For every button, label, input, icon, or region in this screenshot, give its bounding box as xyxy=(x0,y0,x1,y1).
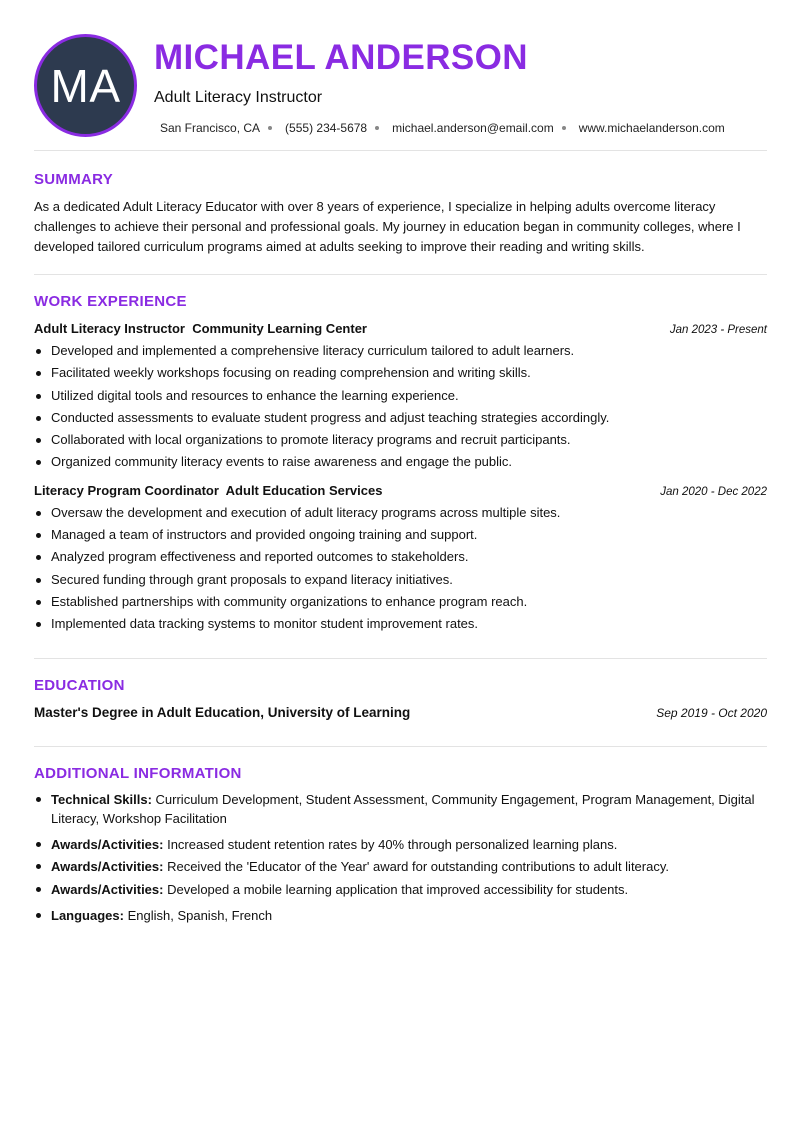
job-role: Literacy Program Coordinator Adult Education Services xyxy=(34,482,383,498)
info-text: Increased student retention rates by 40% through personalized learning plans. xyxy=(163,836,618,852)
list-item: Utilized digital tools and resources to enhance the learning experience. xyxy=(34,385,767,407)
list-item: Organized community literacy events to raise awareness and engage the public. xyxy=(34,451,767,473)
info-text: English, Spanish, French xyxy=(123,907,273,923)
resume-header xyxy=(34,34,767,150)
info-label: Languages: xyxy=(51,907,124,923)
additional-list xyxy=(34,790,767,925)
section-title-summary: SUMMARY xyxy=(34,171,114,188)
info-label: Awards/Activities: xyxy=(51,836,164,852)
experience-section xyxy=(34,275,767,658)
job-dates: Jan 2023 - Present xyxy=(669,324,767,336)
avatar-initials: MA xyxy=(50,59,121,112)
job-role: Adult Literacy Instructor Community Learning Center xyxy=(34,321,367,336)
education-section xyxy=(34,659,767,746)
list-item: Conducted assessments to evaluate student progress and adjust teaching strategies accordingly. xyxy=(34,407,767,429)
education-dates: Sep 2019 - Oct 2020 xyxy=(656,705,767,720)
list-item: Established partnerships with community organizations to enhance program reach. xyxy=(34,591,767,613)
list-item: Analyzed program effectiveness and reported outcomes to stakeholders. xyxy=(34,546,767,568)
list-item xyxy=(34,880,767,899)
list-item xyxy=(34,906,767,925)
candidate-title: Adult Literacy Instructor xyxy=(154,89,323,106)
contact-line xyxy=(160,121,725,135)
job-dates: Jan 2020 - Dec 2022 xyxy=(660,485,767,498)
job-bullets xyxy=(34,340,767,474)
job-bullets xyxy=(34,502,767,636)
separator-dot xyxy=(562,126,566,130)
avatar xyxy=(34,34,137,137)
contact-email xyxy=(392,121,579,135)
education-degree: Master's Degree in Adult Education, University of Learning xyxy=(34,704,411,720)
job-entry xyxy=(34,321,767,474)
resume-page xyxy=(34,34,767,928)
contact-website xyxy=(579,121,725,135)
summary-text: As a dedicated Adult Literacy Educator with over 8 years of experience, I specialize in helping adults overcome literacy challenges to achieve their personal and professional goals. My journey in education began in community colleges, where I developed tailored curriculum programs aimed at adults seeking to improve their reading and writing skills. xyxy=(34,199,741,254)
list-item: Facilitated weekly workshops focusing on reading comprehension and writing skills. xyxy=(34,362,767,384)
list-item: Collaborated with local organizations to promote literacy programs and recruit participants. xyxy=(34,429,767,451)
job-header xyxy=(34,483,767,498)
separator-dot xyxy=(268,126,272,130)
list-item: Oversaw the development and execution of adult literacy programs across multiple sites. xyxy=(34,502,767,524)
list-item: Managed a team of instructors and provided ongoing training and support. xyxy=(34,524,767,546)
separator-dot xyxy=(375,126,379,130)
contact-phone-text: (555) 234-5678 xyxy=(285,121,368,135)
info-label: Awards/Activities: xyxy=(51,859,164,875)
candidate-name: MICHAEL ANDERSON xyxy=(154,38,528,77)
list-item xyxy=(34,790,767,828)
info-label: Technical Skills: xyxy=(51,791,152,807)
list-item xyxy=(34,835,767,854)
job-header xyxy=(34,321,767,336)
summary-section xyxy=(34,151,767,274)
contact-location xyxy=(160,121,285,135)
education-entry xyxy=(34,705,767,720)
job-entry xyxy=(34,483,767,636)
list-item: Secured funding through grant proposals to expand literacy initiatives. xyxy=(34,569,767,591)
contact-location-text: San Francisco, CA xyxy=(160,121,261,135)
info-text: Curriculum Development, Student Assessment, Community Engagement, Program Management, Digital Literacy, Workshop Facilitation xyxy=(51,791,755,826)
info-text: Developed a mobile learning application that improved accessibility for students. xyxy=(163,881,629,897)
additional-section xyxy=(34,747,767,925)
contact-website-text: www.michaelanderson.com xyxy=(578,121,725,135)
contact-email-text: michael.anderson@email.com xyxy=(392,121,554,135)
info-label: Awards/Activities: xyxy=(51,881,164,897)
section-title-additional: ADDITIONAL INFORMATION xyxy=(34,764,242,782)
section-title-experience: WORK EXPERIENCE xyxy=(34,293,187,310)
list-item: Implemented data tracking systems to monitor student improvement rates. xyxy=(34,613,767,635)
list-item xyxy=(34,857,767,876)
info-text: Received the 'Educator of the Year' award for outstanding contributions to adult literacy. xyxy=(163,859,669,875)
list-item: Developed and implemented a comprehensive literacy curriculum tailored to adult learners. xyxy=(34,340,767,362)
section-title-education: EDUCATION xyxy=(34,676,125,694)
contact-phone xyxy=(285,121,392,135)
